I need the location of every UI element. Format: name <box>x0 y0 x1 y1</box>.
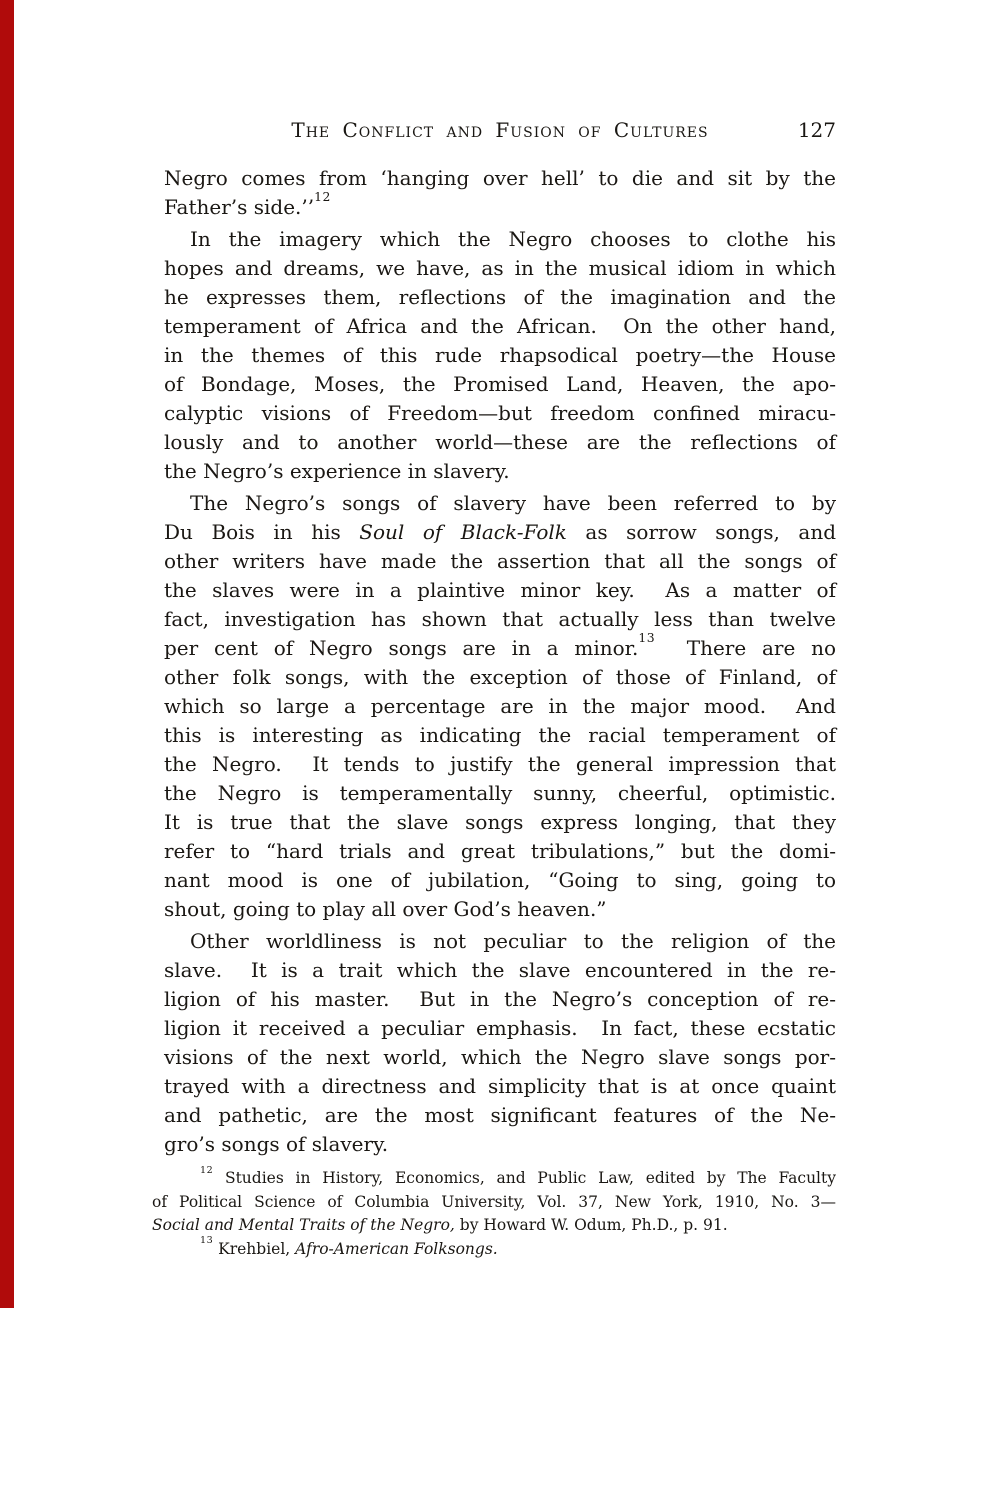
body-paragraph <box>164 225 836 486</box>
body-line <box>164 518 836 547</box>
book-spine-strip <box>0 0 14 1308</box>
text-run: he expresses them, reflections of the imagination and the <box>164 285 836 309</box>
text-run: hopes and dreams, we have, as in the musical idiom in which <box>164 256 836 280</box>
footnote-marker: 12 <box>314 188 331 204</box>
running-head <box>164 118 836 142</box>
body-line <box>164 428 836 457</box>
body-line <box>164 164 836 193</box>
body-line <box>164 1101 836 1130</box>
body-line <box>164 225 836 254</box>
text-run: other writers have made the assertion that all the songs of <box>164 549 836 573</box>
text-run: of Bondage, Moses, the Promised Land, Heaven, the apo- <box>164 372 836 396</box>
footnote-marker: 12 <box>200 1164 214 1176</box>
text-run: shout, going to play all over God’s heaven.” <box>164 897 607 921</box>
text-run: lously and to another world—these are the reflections of <box>164 430 836 454</box>
text-run: Other worldliness is not peculiar to the religion of the <box>190 929 836 953</box>
body-text <box>164 164 836 1159</box>
text-run: Studies in History, Economics, and Public Law, edited by The Faculty <box>213 1169 836 1187</box>
footnote-line <box>152 1191 836 1215</box>
footnote-marker: 13 <box>638 629 656 645</box>
body-line <box>164 927 836 956</box>
text-run: temperament of Africa and the African. On the other hand, <box>164 314 836 338</box>
footnote-marker: 13 <box>200 1235 214 1247</box>
text-run: of Political Science of Columbia University, Vol. 37, New York, 1910, No. 3— <box>152 1192 836 1211</box>
body-line <box>164 489 836 518</box>
text-run: Father’s side.’’ <box>164 195 315 219</box>
text-run: this is interesting as indicating the racial temperament of <box>164 723 836 747</box>
footnote-line <box>152 1164 836 1191</box>
text-run: the Negro is temperamentally sunny, cheerful, optimistic. <box>164 781 836 805</box>
body-line <box>164 779 836 808</box>
footnote-line <box>152 1235 836 1262</box>
body-line <box>164 283 836 312</box>
footnotes <box>152 1164 836 1261</box>
text-run: and pathetic, are the most significant features of the Ne- <box>164 1103 836 1127</box>
body-paragraph <box>164 164 836 222</box>
text-run: It is true that the slave songs express longing, that they <box>164 810 836 834</box>
text-run: ligion of his master. But in the Negro’s conception of re- <box>164 987 836 1011</box>
text-run: fact, investigation has shown that actually less than twelve <box>164 607 836 631</box>
body-line <box>164 312 836 341</box>
text-run: trayed with a directness and simplicity that is at once quaint <box>164 1074 836 1098</box>
italic-text: Social and Mental Traits of the Negro, <box>152 1216 455 1234</box>
text-run: visions of the next world, which the Negro slave songs por- <box>164 1045 836 1069</box>
body-line <box>164 808 836 837</box>
text-run: nant mood is one of jubilation, “Going to sing, going to <box>164 868 836 892</box>
text-run: which so large a percentage are in the major mood. And <box>164 694 836 718</box>
body-paragraph <box>164 489 836 924</box>
running-head-title: The Conflict and Fusion of Cultures <box>291 118 709 142</box>
footnote-paragraph <box>152 1164 836 1238</box>
text-run: refer to “hard trials and great tribulations,” but the domi- <box>164 839 836 863</box>
body-line <box>164 1072 836 1101</box>
body-line <box>164 895 836 924</box>
text-run: Du Bois in his <box>164 520 360 544</box>
italic-text: Soul of Black-Folk <box>359 520 567 544</box>
body-line <box>164 547 836 576</box>
body-line <box>164 663 836 692</box>
text-run: The Negro’s songs of slavery have been referred to by <box>190 491 836 515</box>
text-run: per cent of Negro songs are in a minor. <box>164 636 639 660</box>
body-line <box>164 254 836 283</box>
body-line <box>164 750 836 779</box>
text-run: Negro comes from ‘hanging over hell’ to die and sit by the <box>164 166 836 190</box>
text-run: in the themes of this rude rhapsodical poetry—the House <box>164 343 836 367</box>
body-line <box>164 457 836 486</box>
text-run: the Negro’s experience in slavery. <box>164 459 510 483</box>
text-run: slave. It is a trait which the slave encountered in the re- <box>164 958 836 982</box>
body-line <box>164 341 836 370</box>
body-line <box>164 1014 836 1043</box>
body-line <box>164 692 836 721</box>
body-line <box>164 866 836 895</box>
body-line <box>164 985 836 1014</box>
body-line <box>164 1130 836 1159</box>
body-line <box>164 956 836 985</box>
text-run: by Howard W. Odum, Ph.D., p. 91. <box>454 1216 728 1234</box>
footnote-paragraph <box>152 1235 836 1262</box>
body-line <box>164 370 836 399</box>
italic-text: Afro-American Folksongs. <box>295 1239 498 1258</box>
text-run: as sorrow songs, and <box>566 520 837 544</box>
text-run: Krehbiel, <box>213 1239 296 1258</box>
body-line <box>164 188 836 222</box>
text-run: gro’s songs of slavery. <box>164 1132 389 1156</box>
text-run: There are no <box>655 636 836 660</box>
body-line <box>164 399 836 428</box>
text-run: the Negro. It tends to justify the general impression that <box>164 752 836 776</box>
footnote-line <box>152 1214 836 1238</box>
text-run: the slaves were in a plaintive minor key. As a matter of <box>164 578 836 602</box>
body-line <box>164 605 836 634</box>
body-line <box>164 721 836 750</box>
text-run: ligion it received a peculiar emphasis. In fact, these ecstatic <box>164 1016 836 1040</box>
body-paragraph <box>164 927 836 1159</box>
text-run: In the imagery which the Negro chooses to clothe his <box>190 227 836 251</box>
text-run: other folk songs, with the exception of those of Finland, of <box>164 665 836 689</box>
body-line <box>164 629 836 663</box>
text-run: calyptic visions of Freedom—but freedom confined miracu- <box>164 401 836 425</box>
body-line <box>164 576 836 605</box>
body-line <box>164 1043 836 1072</box>
page-content <box>152 118 836 1261</box>
body-line <box>164 837 836 866</box>
page-number: 127 <box>797 118 836 142</box>
